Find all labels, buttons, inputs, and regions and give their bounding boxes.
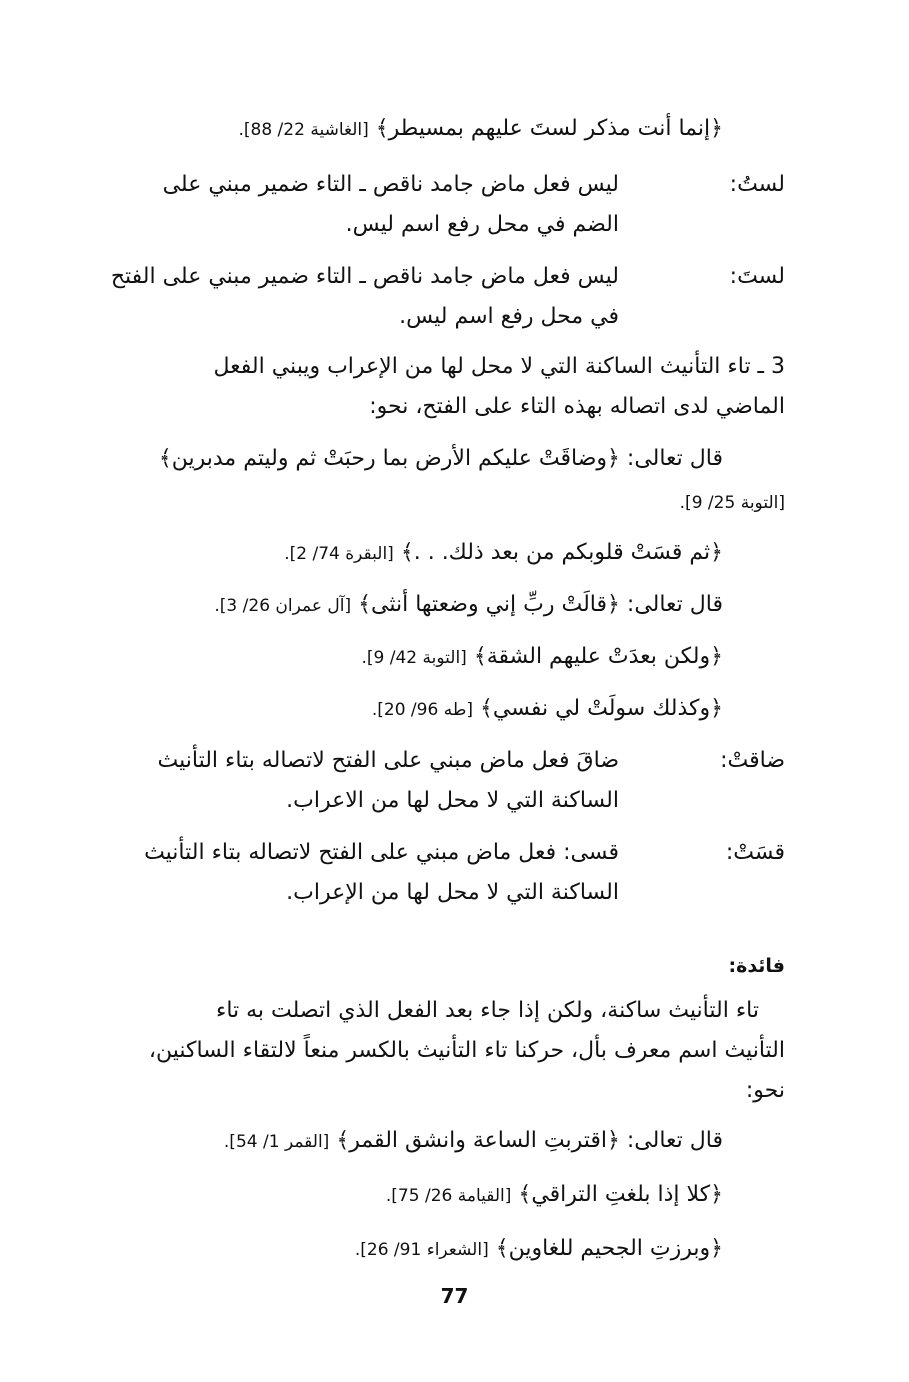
verse-reference: [الشعراء 91/ 26]. xyxy=(354,1240,489,1260)
verse-line xyxy=(238,114,723,145)
paragraph-line: التأنيث اسم معرف بأل، حركنا تاء التأنيث بالكسر منعاً لالتقاء الساكنين، xyxy=(148,1038,785,1063)
definition-text-line: ليس فعل ماض جامد ناقص ـ التاء ضمير مبني على xyxy=(162,172,619,197)
definition-label: لستَ: xyxy=(729,264,785,289)
verse-reference: [التوبة 25/ 9]. xyxy=(679,493,785,513)
paragraph-line: 3 ـ تاء التأنيث الساكنة التي لا محل لها من الإعراب ويبني الفعل xyxy=(213,354,785,379)
verse-line xyxy=(355,1234,723,1265)
verse-text: ﴿ولكن بعدَتْ عليهم الشقة﴾ xyxy=(473,644,723,669)
definition-text-line: قسى: فعل ماض مبني على الفتح لاتصاله بتاء التأنيث xyxy=(144,840,619,865)
definition-text-line: الضم في محل رفع اسم ليس. xyxy=(345,212,619,237)
verse-text: ﴿إنما أنت مذكر لستَ عليهم بمسيطر﴾ xyxy=(375,116,723,141)
verse-line xyxy=(284,538,723,569)
verse-text: قال تعالى: ﴿قالَتْ ربِّ إني وضعتها أنثى﴾ xyxy=(358,592,723,617)
definition-text-line: في محل رفع اسم ليس. xyxy=(399,304,619,329)
definition-label: قسَتْ: xyxy=(725,840,785,865)
verse-reference: [القمر 1/ 54]. xyxy=(223,1132,330,1152)
verse-line xyxy=(224,1126,723,1157)
verse-line xyxy=(214,590,723,621)
page-number: 77 xyxy=(440,1284,469,1308)
paragraph-line: الماضي لدى اتصاله بهذه التاء على الفتح، نحو: xyxy=(369,394,785,419)
definition-text-line: الساكنة التي لا محل لها من الاعراب. xyxy=(286,788,619,813)
verse-reference: [القيامة 26/ 75]. xyxy=(385,1186,512,1206)
definition-text-line: ليس فعل ماض جامد ناقص ـ التاء ضمير مبني على الفتح xyxy=(110,264,619,289)
verse-line xyxy=(361,642,723,673)
verse-line: قال تعالى: ﴿وضاقَتْ عليكم الأرض بما رحبَتْ ثم وليتم مدبرين﴾ xyxy=(158,446,723,471)
definition-text-line: الساكنة التي لا محل لها من الإعراب. xyxy=(286,880,619,905)
paragraph-line: نحو: xyxy=(745,1078,785,1103)
definition-label: ضاقتْ: xyxy=(720,748,785,773)
verse-reference: [طه 96/ 20]. xyxy=(371,700,473,720)
verse-reference: [آل عمران 26/ 3]. xyxy=(214,596,352,616)
verse-text: ﴿وكذلك سولَتْ لي نفسي﴾ xyxy=(479,696,723,721)
paragraph-line: تاء التأنيث ساكنة، ولكن إذا جاء بعد الفعل الذي اتصلت به تاء xyxy=(215,998,759,1023)
verse-line xyxy=(386,1180,723,1211)
verse-reference: [الغاشية 22/ 88]. xyxy=(238,120,369,140)
definition-text-line: ضاقَ فعل ماض مبني على الفتح لاتصاله بتاء التأنيث xyxy=(157,748,619,773)
verse-text: ﴿ثم قسَتْ قلوبكم من بعد ذلك. . .﴾ xyxy=(400,540,723,565)
verse-text: قال تعالى: ﴿اقتربتِ الساعة وانشق القمر﴾ xyxy=(336,1128,723,1153)
verse-text: ﴿وبرزتِ الجحيم للغاوين﴾ xyxy=(495,1236,723,1261)
verse-line xyxy=(372,694,723,725)
section-heading: فائدة: xyxy=(728,955,785,977)
verse-reference: [التوبة 42/ 9]. xyxy=(361,648,467,668)
verse-reference: [البقرة 74/ 2]. xyxy=(284,544,394,564)
verse-text: ﴿كلا إذا بلغتِ التراقي﴾ xyxy=(518,1182,723,1207)
definition-label: لستُ: xyxy=(729,172,785,197)
